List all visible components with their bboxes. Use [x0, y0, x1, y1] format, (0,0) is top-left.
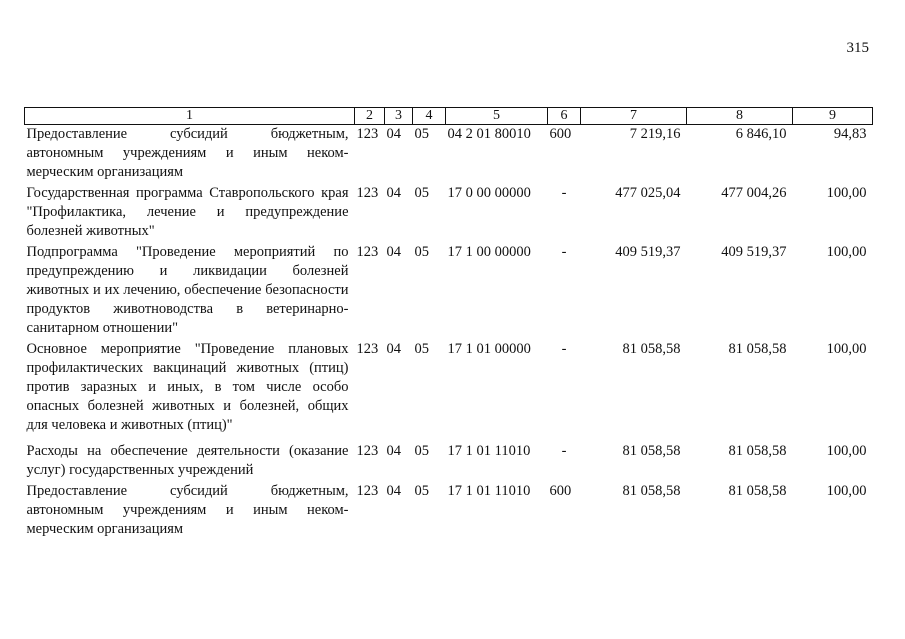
row-admin-code: 123 [356, 185, 379, 201]
budget-table [24, 107, 873, 539]
row-section: 04 [386, 443, 401, 459]
row-expense-type: - [561, 443, 567, 459]
header-col-2: 2 [355, 108, 385, 125]
row-value-9: 100,00 [826, 341, 867, 357]
row-value-9: 100,00 [826, 185, 867, 201]
row-value-8: 477 004,26 [721, 185, 787, 201]
row-section: 04 [386, 185, 401, 201]
row-name: Основное мероприятие "Проведение плановых профилактических вакцинаций животных (птиц) против заразных и иных, в том числе особо опасных болезней животных и болезней, общих для человека и животных (птиц)" [26, 341, 349, 433]
row-expense-type: - [561, 244, 567, 260]
row-value-9: 100,00 [826, 483, 867, 499]
row-value-8: 6 846,10 [735, 126, 787, 142]
row-expense-type: - [561, 341, 567, 357]
row-name: Расходы на обеспечение деятельности (оказание услуг) государственных учреждений [26, 443, 349, 478]
row-value-8: 409 519,37 [721, 244, 787, 260]
header-col-6: 6 [548, 108, 581, 125]
row-value-8: 81 058,58 [728, 341, 787, 357]
header-col-7: 7 [581, 108, 687, 125]
row-value-7: 477 025,04 [615, 185, 681, 201]
row-section: 04 [386, 483, 401, 499]
row-value-7: 7 219,16 [629, 126, 681, 142]
row-expense-type: 600 [549, 126, 572, 142]
row-target-article: 17 1 01 11010 [447, 443, 531, 459]
table-row [25, 482, 873, 539]
row-value-8: 81 058,58 [728, 483, 787, 499]
row-admin-code: 123 [356, 341, 379, 357]
table-row [25, 243, 873, 340]
table-row [25, 442, 873, 482]
row-target-article: 17 0 00 00000 [447, 185, 531, 201]
header-col-9: 9 [793, 108, 873, 125]
row-expense-type: - [561, 185, 567, 201]
row-subsection: 05 [414, 483, 429, 499]
row-value-7: 81 058,58 [622, 443, 681, 459]
header-col-4: 4 [413, 108, 446, 125]
page-number: 315 [846, 40, 869, 56]
row-target-article: 17 1 01 00000 [447, 341, 531, 357]
row-section: 04 [386, 244, 401, 260]
row-admin-code: 123 [356, 244, 379, 260]
row-target-article: 17 1 01 11010 [447, 483, 531, 499]
row-subsection: 05 [414, 443, 429, 459]
row-admin-code: 123 [356, 126, 379, 142]
row-expense-type: 600 [549, 483, 572, 499]
row-value-9: 94,83 [833, 126, 867, 142]
row-target-article: 04 2 01 80010 [447, 126, 531, 142]
row-admin-code: 123 [356, 443, 379, 459]
row-subsection: 05 [414, 244, 429, 260]
row-section: 04 [386, 341, 401, 357]
table-row [25, 184, 873, 243]
row-section: 04 [386, 126, 401, 142]
header-col-3: 3 [385, 108, 413, 125]
row-admin-code: 123 [356, 483, 379, 499]
header-col-1: 1 [25, 108, 355, 125]
header-col-5: 5 [446, 108, 548, 125]
row-value-7: 409 519,37 [615, 244, 681, 260]
row-name: Подпрограмма "Проведение мероприятий по предупреждению и ликвидации болезней животных и их лечению, обеспечение безопасности продуктов животноводства в ветеринарно-санитарном отношении" [26, 244, 349, 336]
row-name: Государственная программа Ставропольского края "Профилактика, лечение и предупреждение болезней животных" [26, 185, 349, 239]
row-subsection: 05 [414, 341, 429, 357]
row-target-article: 17 1 00 00000 [447, 244, 531, 260]
row-name: Предоставление субсидий бюджетным, автономным учреждениям и иным неком-мерческим организациям [26, 126, 349, 180]
row-subsection: 05 [414, 126, 429, 142]
row-value-7: 81 058,58 [622, 341, 681, 357]
table-row [25, 125, 873, 185]
row-subsection: 05 [414, 185, 429, 201]
header-col-8: 8 [687, 108, 793, 125]
table-row [25, 340, 873, 442]
row-value-9: 100,00 [826, 244, 867, 260]
row-value-7: 81 058,58 [622, 483, 681, 499]
table-header-row [25, 108, 873, 125]
row-value-8: 81 058,58 [728, 443, 787, 459]
row-name: Предоставление субсидий бюджетным, автономным учреждениям и иным неком-мерческим организациям [26, 483, 349, 537]
row-value-9: 100,00 [826, 443, 867, 459]
